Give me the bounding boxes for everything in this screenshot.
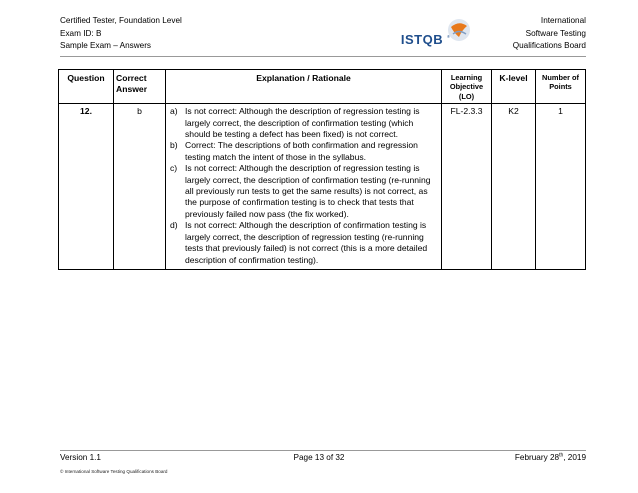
table-header-row bbox=[59, 70, 586, 104]
header-org-line-1: International bbox=[540, 16, 586, 25]
option-b bbox=[168, 140, 439, 163]
footer-copyright: © International Software Testing Qualifications Board bbox=[60, 469, 168, 474]
option-letter: c) bbox=[170, 163, 178, 174]
footer-date-ordinal: th bbox=[559, 452, 564, 459]
option-a bbox=[168, 106, 439, 140]
footer-date-prefix: February 28 bbox=[514, 453, 560, 462]
option-list bbox=[168, 106, 439, 266]
header-doc-title: Sample Exam – Answers bbox=[60, 41, 152, 51]
logo-registered: ® bbox=[447, 34, 450, 39]
option-text: Is not correct: Although the description of confirmation testing is largely correct, the description of regression testing (re-running tests that previously failed) is not correct (this is a more detailed description of confirmation testing). bbox=[185, 220, 428, 265]
option-text: Correct: The descriptions of both confirmation and regression testing match the intent of those in the syllabus. bbox=[185, 140, 418, 162]
col-header-question: Question bbox=[59, 70, 114, 104]
option-text: Is not correct: Although the description of regression testing is largely correct, the description of confirmation testing (re-running all previously run tests to get the same results) is not correct, as the purpose of confirmation testing is to check that tests that previously failed now pass (the fix worked). bbox=[185, 163, 431, 219]
header-org-line-2: Software Testing bbox=[525, 28, 586, 38]
header-left bbox=[60, 15, 182, 53]
option-letter: b) bbox=[170, 140, 178, 151]
option-text: Is not correct: Although the description of regression testing is largely correct, the description of confirmation testing (which should be testing a defect has been fixed) is not correct. bbox=[185, 106, 420, 140]
footer-version: Version 1.1 bbox=[60, 453, 101, 462]
footer-date bbox=[515, 453, 586, 462]
col-header-k-level: K-level bbox=[492, 70, 536, 104]
col-header-learning-objective: Learning Objective (LO) bbox=[442, 70, 492, 104]
answer-table bbox=[58, 69, 586, 270]
istqb-logo bbox=[367, 17, 487, 53]
header-certificate: Certified Tester, Foundation Level bbox=[60, 16, 182, 25]
footer-date-suffix: , 2019 bbox=[563, 453, 586, 462]
k-level: K2 bbox=[492, 104, 536, 270]
question-number: 12. bbox=[59, 104, 114, 270]
option-letter: a) bbox=[170, 106, 178, 117]
header-exam-id: Exam ID: B bbox=[60, 28, 102, 38]
col-header-points: Number of Points bbox=[536, 70, 586, 104]
footer-page-number: Page 13 of 32 bbox=[293, 453, 345, 462]
learning-objective: FL-2.3.3 bbox=[442, 104, 492, 270]
header-right bbox=[513, 15, 586, 53]
option-d bbox=[168, 220, 439, 266]
option-c bbox=[168, 163, 439, 220]
footer-divider bbox=[60, 450, 586, 451]
table-row bbox=[59, 104, 586, 270]
logo-text: ISTQB bbox=[400, 32, 444, 47]
option-letter: d) bbox=[170, 220, 178, 231]
col-header-correct-answer: Correct Answer bbox=[114, 70, 166, 104]
explanation-cell bbox=[166, 104, 442, 270]
correct-answer: b bbox=[114, 104, 166, 270]
col-header-explanation: Explanation / Rationale bbox=[166, 70, 442, 104]
points: 1 bbox=[536, 104, 586, 270]
logo-globe bbox=[448, 19, 470, 41]
header-divider bbox=[60, 56, 586, 57]
header-org-line-3: Qualifications Board bbox=[512, 41, 586, 51]
